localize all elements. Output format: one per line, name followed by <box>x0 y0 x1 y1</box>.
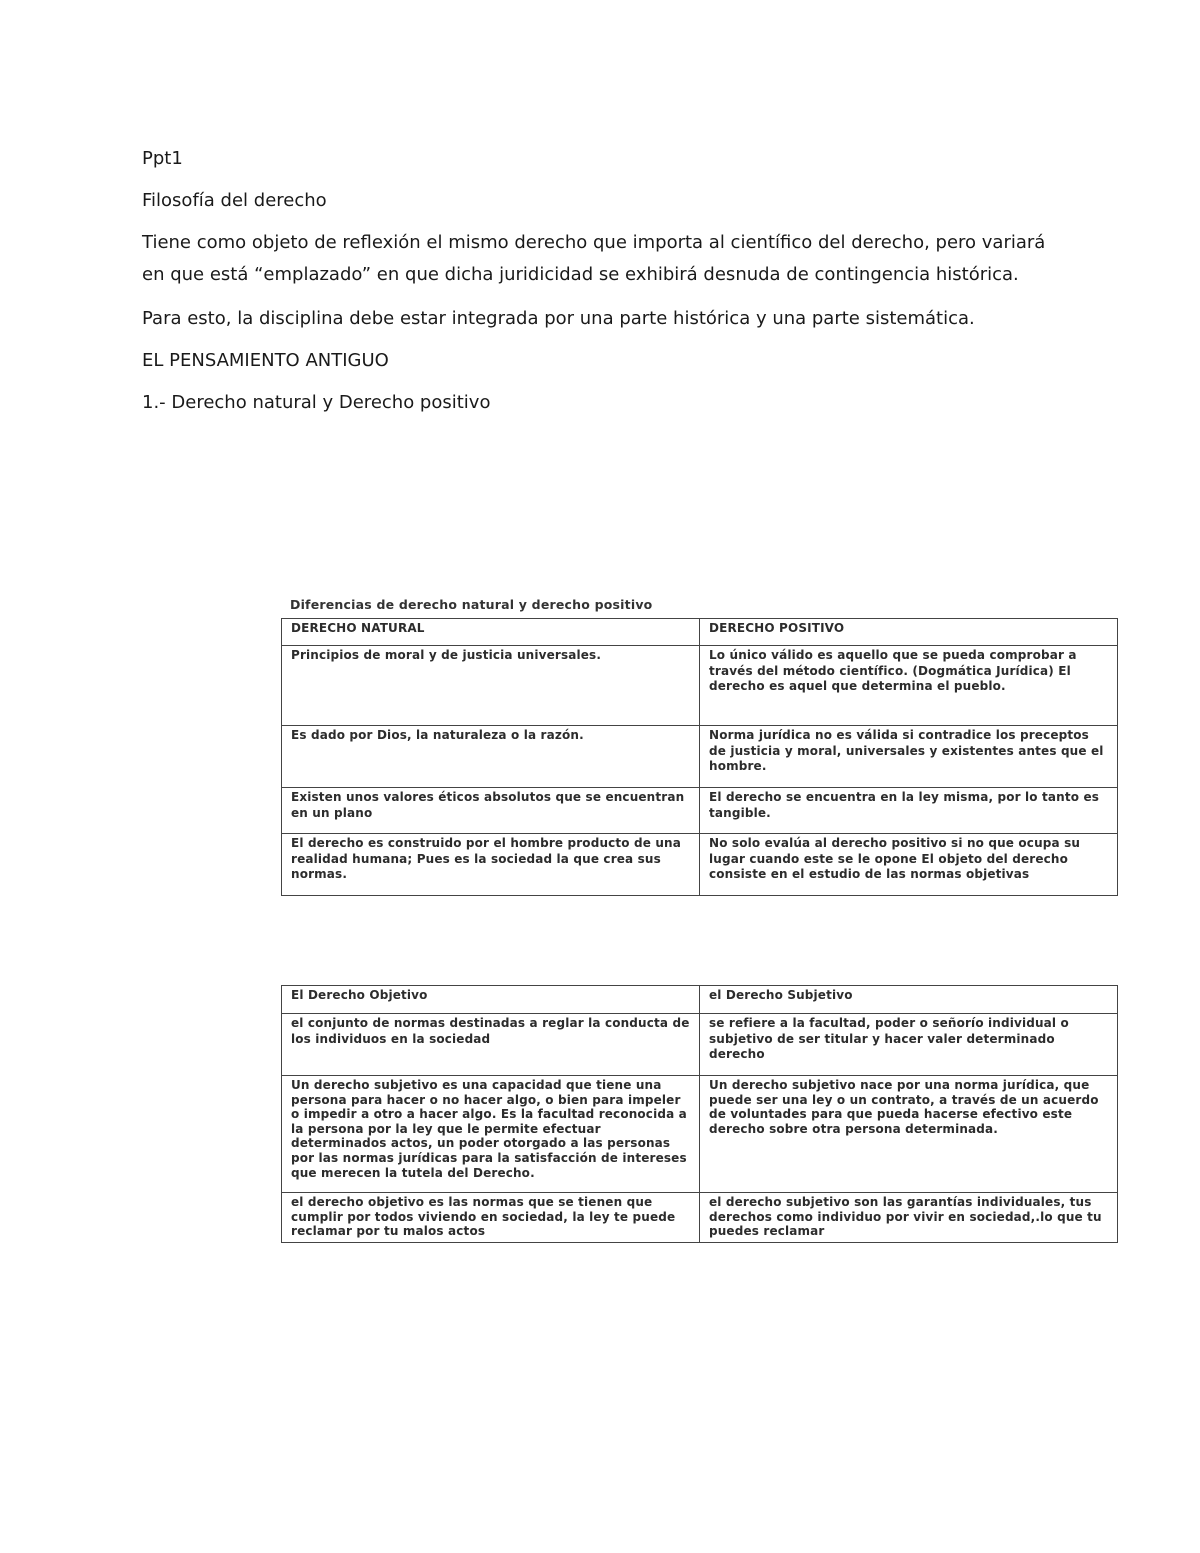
table-cell: el derecho subjetivo son las garantías individuales, tus derechos como individuo por vivir en sociedad,.lo que tu puedes reclamar <box>700 1193 1118 1243</box>
document-body <box>142 143 1072 431</box>
table-row <box>282 788 1118 834</box>
table-caption: Diferencias de derecho natural y derecho positivo <box>290 597 653 612</box>
natural-vs-positive-table <box>281 618 1118 896</box>
objective-vs-subjective-table <box>281 985 1118 1243</box>
natural-vs-positive-table-block <box>281 597 1104 896</box>
document-heading-ppt1: Ppt1 <box>142 148 183 169</box>
table-cell: el conjunto de normas destinadas a reglar la conducta de los individuos en la sociedad <box>282 1014 700 1076</box>
table-cell: el Derecho Subjetivo <box>700 986 1118 1014</box>
table-cell: el derecho objetivo es las normas que se tienen que cumplir por todos viviendo en sociedad, la ley te puede reclamar por tu malos actos <box>282 1193 700 1243</box>
table-header-row <box>282 986 1118 1014</box>
table-cell: Un derecho subjetivo es una capacidad que tiene una persona para hacer o no hacer algo, o bien para impeler o impedir a otro a hacer algo. Es la facultad reconocida a la persona por la ley que le permite efectuar determinados actos, un poder otorgado a las personas por las normas jurídicas para la satisfacción de intereses que merecen la tutela del Derecho. <box>282 1076 700 1193</box>
table-cell: Norma jurídica no es válida si contradice los preceptos de justicia y moral, universales y existentes antes que el hombre. <box>700 726 1118 788</box>
table-cell: El derecho es construido por el hombre producto de una realidad humana; Pues es la sociedad la que crea sus normas. <box>282 834 700 896</box>
table-cell: DERECHO POSITIVO <box>700 619 1118 646</box>
table-cell: El derecho se encuentra en la ley misma, por lo tanto es tangible. <box>700 788 1118 834</box>
section-heading: EL PENSAMIENTO ANTIGUO <box>142 350 389 371</box>
table-row <box>282 726 1118 788</box>
table-cell: Lo único válido es aquello que se pueda comprobar a través del método científico. (Dogmática Jurídica) El derecho es aquel que determina el pueblo. <box>700 646 1118 726</box>
table-cell: DERECHO NATURAL <box>282 619 700 646</box>
table-cell: Existen unos valores éticos absolutos que se encuentran en un plano <box>282 788 700 834</box>
subsection-heading: 1.- Derecho natural y Derecho positivo <box>142 392 491 413</box>
objective-vs-subjective-table-block <box>281 985 1102 1243</box>
table-row <box>282 834 1118 896</box>
table-row <box>282 1076 1118 1193</box>
table-cell: Es dado por Dios, la naturaleza o la razón. <box>282 726 700 788</box>
table-row <box>282 1014 1118 1076</box>
table-header-row <box>282 619 1118 646</box>
table-cell: se refiere a la facultad, poder o señorío individual o subjetivo de ser titular y hacer valer determinado derecho <box>700 1014 1118 1076</box>
discipline-paragraph: Para esto, la disciplina debe estar integrada por una parte histórica y una parte sistemática. <box>142 308 975 329</box>
table-row <box>282 646 1118 726</box>
table-row <box>282 1193 1118 1243</box>
table-cell: Principios de moral y de justicia universales. <box>282 646 700 726</box>
table-cell: No solo evalúa al derecho positivo si no que ocupa su lugar cuando este se le opone El objeto del derecho consiste en el estudio de las normas objetivas <box>700 834 1118 896</box>
table-cell: Un derecho subjetivo nace por una norma jurídica, que puede ser una ley o un contrato, a través de un acuerdo de voluntades para que pueda hacerse efectivo este derecho sobre otra persona determinada. <box>700 1076 1118 1193</box>
document-subject-title: Filosofía del derecho <box>142 190 327 211</box>
table-cell: El Derecho Objetivo <box>282 986 700 1014</box>
intro-paragraph: Tiene como objeto de reflexión el mismo derecho que importa al científico del derecho, pero variará en que está “emplazado” en que dicha juridicidad se exhibirá desnuda de contingencia histórica. <box>142 232 1046 285</box>
